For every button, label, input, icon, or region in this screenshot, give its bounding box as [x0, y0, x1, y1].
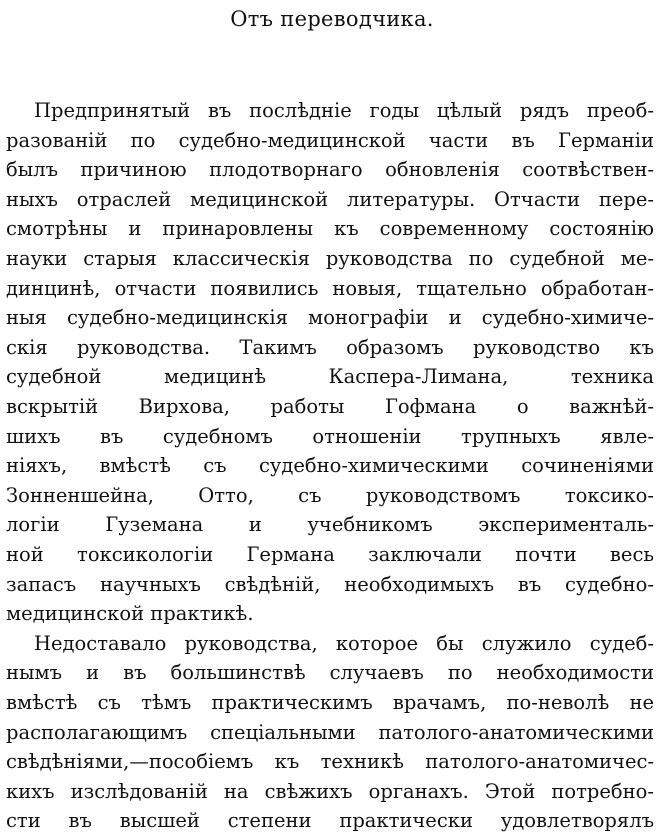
text-line: судебной медицинѣ Каспера-Лимана, техника [6, 365, 654, 389]
text-line: свѣдѣніями,—пособіемъ къ техникѣ патолого-анатомичес- [6, 750, 654, 774]
page-title: Отъ переводчика. [230, 7, 434, 31]
text-line: ніяхъ, вмѣстѣ съ судебно-химическими сочиненіями [6, 454, 654, 478]
text-line: Предпринятый въ послѣдніе годы цѣлый рядъ преоб- [34, 99, 654, 122]
text-line: медицинской практикѣ. [6, 602, 254, 626]
text-line: динцинѣ, отчасти появились новыя, тщательно обработан- [6, 276, 654, 300]
text-line: вскрытій Вирхова, работы Гофмана о важнѣй- [6, 395, 654, 418]
text-line: смотрѣны и принаровлены къ современному состоянію [6, 217, 654, 241]
text-line: нымъ и въ большинствѣ случаевъ по необходимости [6, 661, 654, 685]
text-line: запасъ научныхъ свѣдѣній, необходимыхъ въ судебно- [6, 572, 654, 596]
text-line: кихъ изслѣдованій на свѣжихъ органахъ. Этой потребно- [6, 779, 654, 803]
text-line: ной токсикологіи Германа заключали почти весь [6, 543, 654, 566]
text-line: шихъ въ судебномъ отношеніи трупныхъ явле- [6, 424, 654, 448]
text-line: ныя судебно-медицинскія монографіи и судебно-химиче- [6, 306, 654, 330]
text-line: сти въ высшей степени практически удовлетворялъ [6, 809, 654, 833]
text-line: располагающимъ спеціальными патолого-анатомическими [6, 720, 654, 744]
text-line: разованій по судебно-медицинской части въ Германіи [6, 128, 654, 152]
text-line: вмѣстѣ съ тѣмъ практическимъ врачамъ, по-неволѣ не [6, 691, 654, 714]
text-line: былъ причиною плодотворнаго обновленія соотвѣствен- [6, 158, 654, 182]
text-line: Зонненшейна, Отто, съ руководствомъ токсико- [6, 483, 654, 507]
text-line: логіи Гуземана и учебникомъ эксперименталь- [6, 513, 654, 537]
text-line: науки старыя классическія руководства по судебной ме- [6, 247, 654, 270]
text-line: скія руководства. Такимъ образомъ руководство къ [6, 335, 654, 359]
text-line: Недоставало руководства, которое бы служило судеб- [34, 631, 654, 655]
text-line: ныхъ отраслей медицинской литературы. Отчасти пере- [6, 187, 654, 211]
